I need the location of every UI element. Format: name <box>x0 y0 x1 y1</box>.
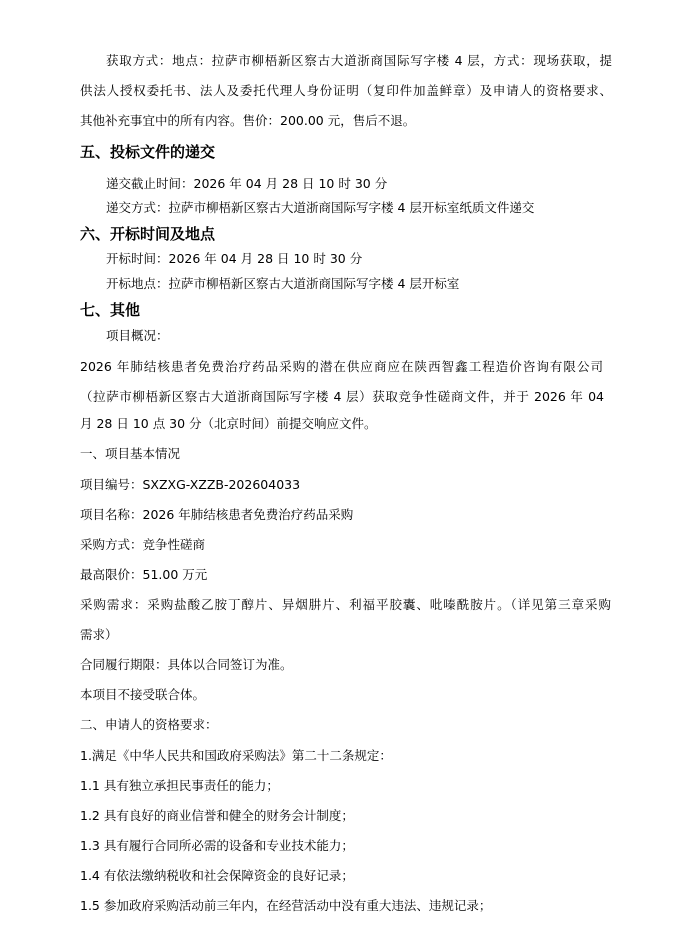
section-6-heading: 六、开标时间及地点 <box>80 225 216 243</box>
max-price: 最高限价：51.00 万元 <box>80 567 208 582</box>
overview-line-3: 月 28 日 10 点 30 分（北京时间）前提交响应文件。 <box>80 416 377 431</box>
contract-period: 合同履行期限：具体以合同签订为准。 <box>80 657 293 672</box>
qualification-item-1-2: 1.2 具有良好的商业信誉和健全的财务会计制度； <box>80 808 354 823</box>
project-name: 项目名称：2026 年肺结核患者免费治疗药品采购 <box>80 507 354 522</box>
qualification-item-1-5: 1.5 参加政府采购活动前三年内，在经营活动中没有重大违法、违规记录； <box>80 898 492 913</box>
opening-place: 开标地点：拉萨市柳梧新区察古大道浙商国际写字楼 4 层开标室 <box>106 276 460 291</box>
submit-deadline: 递交截止时间：2026 年 04 月 28 日 10 时 30 分 <box>106 176 388 191</box>
section-5-heading: 五、投标文件的递交 <box>80 143 216 161</box>
acquire-line-2: 供法人授权委托书、法人及委托代理人身份证明（复印件加盖鲜章）及申请人的资格要求、 <box>80 83 612 98</box>
qualification-item-1: 1.满足《中华人民共和国政府采购法》第二十二条规定： <box>80 748 392 763</box>
qualification-item-1-1: 1.1 具有独立承担民事责任的能力； <box>80 778 279 793</box>
section-7-heading: 七、其他 <box>80 301 141 319</box>
submit-method: 递交方式：拉萨市柳梧新区察古大道浙商国际写字楼 4 层开标室纸质文件递交 <box>106 200 535 215</box>
overview-line-1: 2026 年肺结核患者免费治疗药品采购的潜在供应商应在陕西智鑫工程造价咨询有限公司 <box>80 359 603 374</box>
consortium-note: 本项目不接受联合体。 <box>80 687 206 702</box>
procurement-demand-line-2: 需求） <box>80 627 118 642</box>
qualification-heading: 二、申请人的资格要求： <box>80 717 218 732</box>
qualification-item-1-3: 1.3 具有履行合同所必需的设备和专业技术能力； <box>80 838 354 853</box>
acquire-line-1: 获取方式：地点：拉萨市柳梧新区察古大道浙商国际写字楼 4 层，方式：现场获取，提 <box>106 53 612 68</box>
qualification-item-1-4: 1.4 有依法缴纳税收和社会保障资金的良好记录； <box>80 868 354 883</box>
procurement-demand-line-1: 采购需求：采购盐酸乙胺丁醇片、异烟肼片、利福平胶囊、吡嗪酰胺片。（详见第三章采购 <box>80 597 611 612</box>
acquire-line-3: 其他补充事宜中的所有内容。售价：200.00 元，售后不退。 <box>80 113 416 128</box>
basic-info-heading: 一、项目基本情况 <box>80 446 181 461</box>
overview-label: 项目概况： <box>106 328 169 343</box>
project-code: 项目编号：SXZXG-XZZB-202604033 <box>80 477 301 492</box>
procurement-method: 采购方式：竞争性磋商 <box>80 537 206 552</box>
opening-time: 开标时间：2026 年 04 月 28 日 10 时 30 分 <box>106 251 363 266</box>
overview-line-2: （拉萨市柳梧新区察古大道浙商国际写字楼 4 层）获取竞争性磋商文件，并于 2026 年 04 <box>80 389 604 404</box>
